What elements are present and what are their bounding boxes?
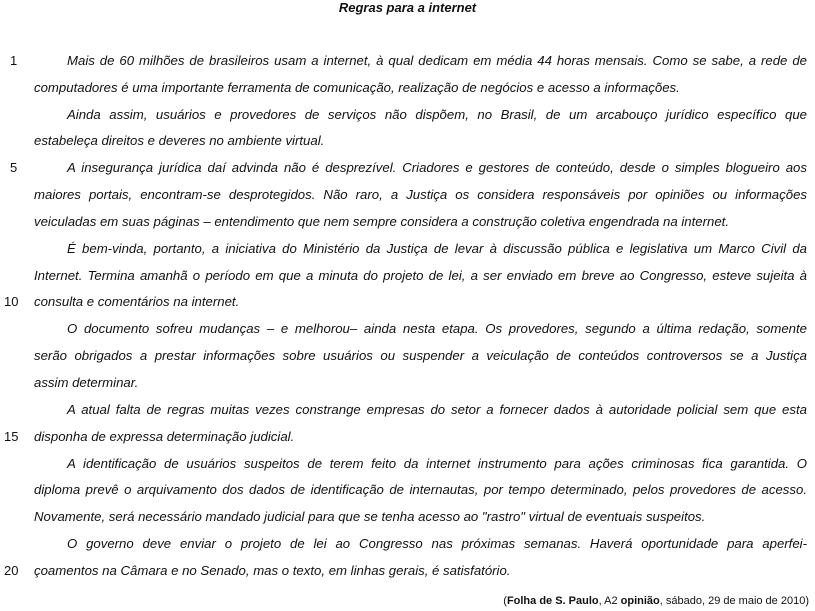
source-citation (503, 594, 809, 608)
text-line: çoamentos na Câmara e no Senado, mas o texto, em linhas gerais, é satisfatório. (34, 563, 511, 578)
text-line: estabeleça direitos e deveres no ambiente virtual. (34, 133, 325, 148)
text-line: diploma prevê o arquivamento dos dados de identificação de internautas, por tempo determinado, pelos provedores de acesso. (34, 482, 807, 497)
source-section-prefix: , A2 (598, 595, 621, 607)
text-line: Mais de 60 milhões de brasileiros usam a internet, à qual dedicam em média 44 horas mensais. Como se sabe, a rede de (67, 53, 807, 68)
text-line: veiculadas em suas páginas – entendimento que nem sempre considera a construção coletiva engendrada na internet. (34, 214, 729, 229)
text-line: Internet. Termina amanhã o período em que a minuta do projeto de lei, a ser enviado em breve ao Congresso, esteve sujeita à (34, 268, 807, 283)
line-number: 1 (10, 53, 18, 68)
article-title: Regras para a internet (338, 0, 477, 15)
text-line: computadores é uma importante ferramenta de comunicação, realização de negócios e acesso a informações. (34, 80, 680, 95)
text-line: Novamente, será necessário mandado judicial para que se tenha acesso ao "rastro" virtual de eventuais suspeitos. (34, 509, 706, 524)
text-line: A identificação de usuários suspeitos de terem feito da internet instrumento para ações criminosas fica garantida. O (67, 456, 807, 471)
source-publication: Folha de S. Paulo (506, 595, 599, 607)
text-line: O documento sofreu mudanças – e melhorou– ainda nesta etapa. Os provedores, segundo a última redação, somente (67, 321, 807, 336)
text-line: maiores portais, encontram-se desprotegidos. Não raro, a Justiça os considera responsáveis por opiniões ou informações (34, 187, 807, 202)
text-line: Ainda assim, usuários e provedores de serviços não dispõem, no Brasil, de um arcabouço jurídico específico que (67, 107, 807, 122)
text-line: consulta e comentários na internet. (34, 294, 240, 309)
line-number: 5 (10, 160, 18, 175)
line-number: 10 (4, 294, 19, 309)
source-section: opinião (620, 595, 660, 607)
line-number: 15 (4, 429, 19, 444)
text-line: O governo deve enviar o projeto de lei ao Congresso nas próximas semanas. Haverá oportunidade para aperfei- (67, 536, 807, 551)
source-date: , sábado, 29 de maio de 2010) (659, 595, 809, 607)
text-line: serão obrigados a prestar informações sobre usuários ou suspender a veiculação de conteúdos controversos se a Justiça (34, 348, 807, 363)
text-line: A atual falta de regras muitas vezes constrange empresas do setor a fornecer dados à autoridade policial sem que esta (67, 402, 807, 417)
text-line: disponha de expressa determinação judicial. (34, 429, 295, 444)
text-line: A insegurança jurídica daí advinda não é desprezível. Criadores e gestores de conteúdo, desde o simples blogueiro aos (67, 160, 807, 175)
source-open-paren: ( (503, 595, 507, 607)
line-number: 20 (4, 563, 19, 578)
text-line: assim determinar. (34, 375, 139, 390)
text-line: É bem-vinda, portanto, a iniciativa do Ministério da Justiça de levar à discussão pública e legislativa um Marco Civil da (67, 241, 807, 256)
